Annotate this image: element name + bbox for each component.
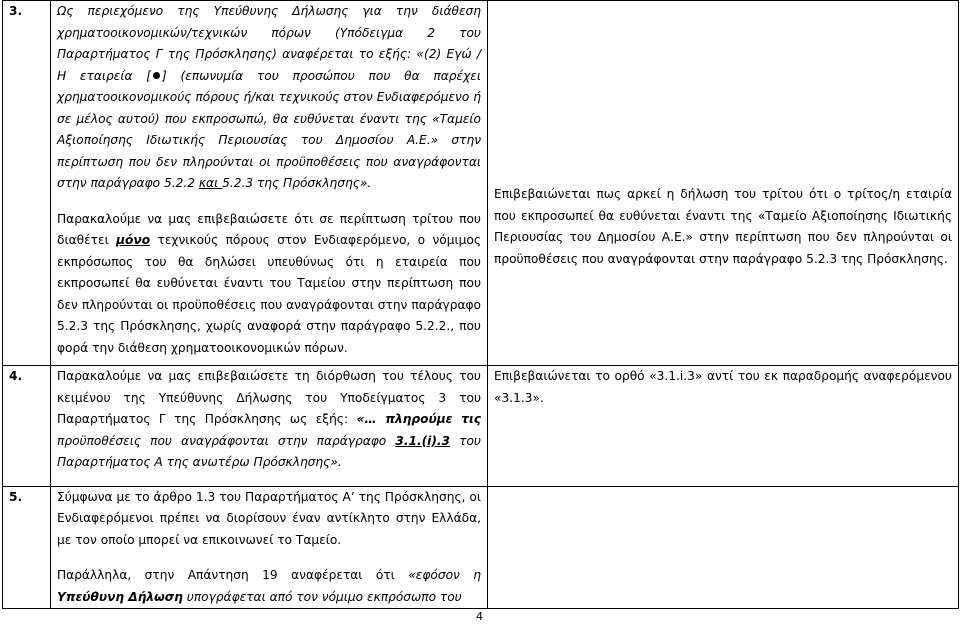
question-cell [51, 366, 488, 487]
question-paragraph [57, 366, 481, 474]
question-text-italic: υπογράφεται από τον νόμιμο εκπρόσωπο του [182, 589, 462, 604]
question-text-emphasis: Υπεύθυνη Δήλωση [57, 589, 183, 604]
question-cell [51, 486, 488, 609]
question-paragraph [57, 209, 481, 360]
question-text-italic: προϋποθέσεις που αναγράφονται στην παράγραφο [57, 433, 396, 448]
answer-cell [488, 1, 959, 366]
question-paragraph [57, 565, 481, 608]
question-text: Ως περιεχόμενο της Υπεύθυνης Δήλωσης για την διάθεση χρηματοοικονομικών/τεχνικών πόρων (Υπόδειγμα 2 του Παραρτήματος Γ της Πρόσκλησης) αναφέρεται το εξής: «(2) Εγώ / Η εταιρεία [ [57, 4, 481, 83]
table-row [3, 1, 959, 366]
question-text-emphasis: μόνο [116, 233, 151, 247]
answer-paragraph: Επιβεβαιώνεται το ορθό «3.1.i.3» αντί του εκ παραδρομής αναφερόμενου «3.1.3». [494, 369, 952, 405]
question-paragraph [57, 1, 481, 195]
question-cell [51, 1, 488, 366]
question-text-emphasis: «… πληρούμε τις [356, 412, 481, 426]
answer-cell [488, 366, 959, 487]
question-text: τεχνικούς πόρους στον Ενδιαφερόμενο, ο νόμιμος εκπρόσωπος του θα δηλώσει υπευθύνως ότι η εταιρεία που εκπροσωπεί θα ευθύνεται έναντι του Ταμείου στην περίπτωση που δεν πληρούνται οι προϋποθέσεις που αναγράφονται στην παράγραφο 5.2.3 της Πρόσκλησης, χωρίς αναφορά στην παράγραφο 5.2.2., που φορά την διάθεση χρηματοοικονομικών πόρων. [57, 233, 481, 355]
row-number: 5. [3, 486, 51, 609]
table-row [3, 366, 959, 487]
question-paragraph: Σύμφωνα με το άρθρο 1.3 του Παραρτήματος Α’ της Πρόσκλησης, οι Ενδιαφερόμενοι πρέπει να διορίσουν έναν αντίκλητο στην Ελλάδα, με τον οποίο μπορεί να επικοινωνεί το Ταμείο. [57, 489, 481, 547]
answer-paragraph: Επιβεβαιώνεται πως αρκεί η δήλωση του τρίτου ότι ο τρίτος/η εταιρία που εκπροσωπεί θα ευθύνεται έναντι της «Ταμείο Αξιοποίησης Ιδιωτικής Περιουσίας του Δημοσίου Α.Ε.» στην περίπτωση που δεν πληρούνται οι προϋποθέσεις που αναγράφονται στην παράγραφο 5.2.3 της Πρόσκλησης. [494, 187, 952, 266]
question-text: Παρακαλούμε να μας επιβεβαιώσετε τη διόρθωση του τέλους του κειμένου της Υπεύθυνης Δήλωσης του Υποδείγματος 3 του Παραρτήματος Γ της Πρόσκλησης ως εξής: [57, 369, 481, 426]
question-text-italic: του Παραρτήματος Α της ανωτέρω Πρόσκλησης». [57, 433, 481, 469]
question-text: Παρακαλούμε να μας επιβεβαιώσετε ότι σε περίπτωση τρίτου που διαθέτει [57, 211, 481, 247]
question-text-emphasis: 3.1.(i).3 [395, 433, 451, 448]
answer-cell [488, 486, 959, 609]
row-number: 3. [3, 1, 51, 366]
question-text: ] (επωνυμία του προσώπου που θα παρέχει χρηματοοικονομικούς πόρους ή/και τεχνικούς στον Ενδιαφερόμενο ή σε μέλος αυτού) που εκπροσωπώ, θα ευθύνεται έναντι της «Ταμείο Αξιοποίησης Ιδιωτικής Περιουσίας του Δημοσίου Α.Ε.» στην περίπτωση που δεν πληρούνται οι προϋποθέσεις που αναγράφονται στην παράγραφο 5.2.2 [57, 68, 481, 190]
qa-table [2, 0, 959, 609]
question-text-underlined: και [198, 176, 223, 190]
table-row [3, 486, 959, 609]
page-number: 4 [476, 610, 483, 623]
row-number: 4. [3, 366, 51, 487]
question-text: 5.2.3 της Πρόσκλησης». [222, 176, 372, 190]
question-text-italic: «εφόσον η [408, 568, 481, 582]
question-text: Παράλληλα, στην Απάντηση 19 αναφέρεται ότι [57, 568, 409, 582]
bullet-dot-icon [153, 72, 160, 79]
